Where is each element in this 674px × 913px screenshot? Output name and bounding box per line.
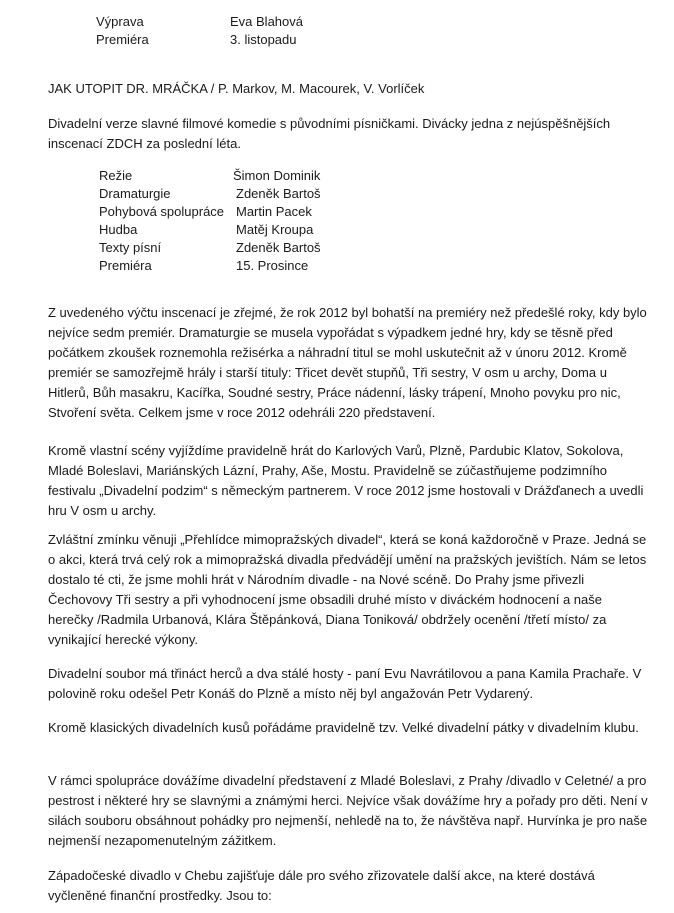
credit-role: Pohybová spolupráce (99, 204, 225, 219)
credit-row-rezie (99, 167, 321, 185)
header-credits (96, 13, 303, 49)
credit-role: Premiéra (96, 32, 149, 47)
credit-role: Texty písní (99, 240, 162, 255)
credit-role: Výprava (96, 14, 144, 29)
body-paragraph: Zvláštní zmínku věnuji „Přehlídce mimopražských divadel“, která se koná každoročně v Praze. Jedná se o akci, která trvá celý rok a mimopražská divadla předvádějí umění na pražských jevištích. Nám se letos dostalo té cti, že jsme mohli hrát v Národním divadle - na Nové scéně. Do Prahy jsme přivezli Čechovovy Tři sestry a při vyhodnocení jsme obsadili druhé místo v diváckém hodnocení a naše herečky /Radmila Urbanová, Klára Štěpánková, Diana Toniková/ obdržely ocenění /třetí místo/ za vynikající herecké výkony. (48, 532, 647, 647)
body-paragraph: Kromě klasických divadelních kusů pořádáme pravidelně tzv. Velké divadelní pátky v divadelním klubu. (48, 720, 639, 735)
credit-row-dramaturgie (99, 185, 321, 203)
credit-name: Zdeněk Bartoš (236, 240, 321, 255)
credit-name: Matěj Kroupa (236, 222, 314, 237)
body-paragraph: V rámci spolupráce dovážíme divadelní představení z Mladé Boleslavi, z Prahy /divadlo v Celetné/ a pro pestrost i některé hry se slavnými a známými herci. Nejvíce však dovážíme hry a pořady pro děti. Není v silách souboru obsáhnout pohádky pro nejmenší, nehledě na to, že návštěva např. Hurvínka je pro naše nejmenší nezapomenutelným zážitkem. (48, 773, 648, 848)
play-title: JAK UTOPIT DR. MRÁČKA / P. Markov, M. Macourek, V. Vorlíček (48, 81, 425, 96)
credit-row-texty-pisni (99, 239, 321, 257)
credit-role: Režie (99, 168, 133, 183)
credit-row-pohybova-spoluprace (99, 203, 321, 221)
credit-role: Dramaturgie (99, 186, 171, 201)
credit-row-premiera (99, 257, 321, 275)
credit-name: Eva Blahová (230, 14, 303, 29)
intro-paragraph: Divadelní verze slavné filmové komedie s původními písničkami. Divácky jedna z nejúspěšnějších inscenací ZDCH za poslední léta. (48, 116, 611, 151)
credit-name: Zdeněk Bartoš (236, 186, 321, 201)
body-paragraph: Kromě vlastní scény vyjíždíme pravidelně hrát do Karlových Varů, Plzně, Pardubic Klatov, Sokolova, Mladé Boleslavi, Mariánských Lázní, Prahy, Aše, Mostu. Pravidelně se zúčastňujeme podzimního festivalu „Divadelní podzim“ s německým partnerem. V roce 2012 jsme hostovali v Drážďanech a uvedli hru V osm u archy. (48, 443, 644, 518)
credit-name: 3. listopadu (230, 32, 297, 47)
credit-row-vyprava (96, 13, 303, 31)
credit-name: 15. Prosince (236, 258, 309, 273)
credit-row-premiera (96, 31, 303, 49)
credit-name: Šimon Dominik (233, 168, 321, 183)
body-paragraph: Západočeské divadlo v Chebu zajišťuje dále pro svého zřizovatele další akce, na které dostává vyčleněné finanční prostředky. Jsou to: (48, 868, 595, 903)
credit-row-hudba (99, 221, 321, 239)
credit-role: Premiéra (99, 258, 152, 273)
body-paragraph: Divadelní soubor má třináct herců a dva stálé hosty - paní Evu Navrátilovou a pana Kamila Prachaře. V polovině roku odešel Petr Konáš do Plzně a místo nĕj byl angažován Petr Vydarený. (48, 666, 642, 701)
credit-name: Martin Pacek (236, 204, 312, 219)
production-credits (99, 167, 321, 275)
body-paragraph: Z uvedeného výčtu inscenací je zřejmé, že rok 2012 byl bohatší na premiéry než předešlé roky, kdy bylo nejvíce sedm premiér. Dramaturgie se musela vypořádat s výpadkem jedné hry, kdy se těsně před počátkem zkoušek roznemohla režisérka a náhradní titul se mohl uskutečnit až v únoru 2012. Kromě premiér se samozřejmě hrály i starší tituly: Třicet devět stupňů, Tři sestry, V osm u archy, Doma u Hitlerů, Bůh masakru, Kacířka, Soudné sestry, Práce nádenní, lásky trápení, Mnoho povyku pro nic, Stvoření světa. Celkem jsme v roce 2012 odehráli 220 představení. (48, 305, 647, 420)
credit-role: Hudba (99, 222, 138, 237)
